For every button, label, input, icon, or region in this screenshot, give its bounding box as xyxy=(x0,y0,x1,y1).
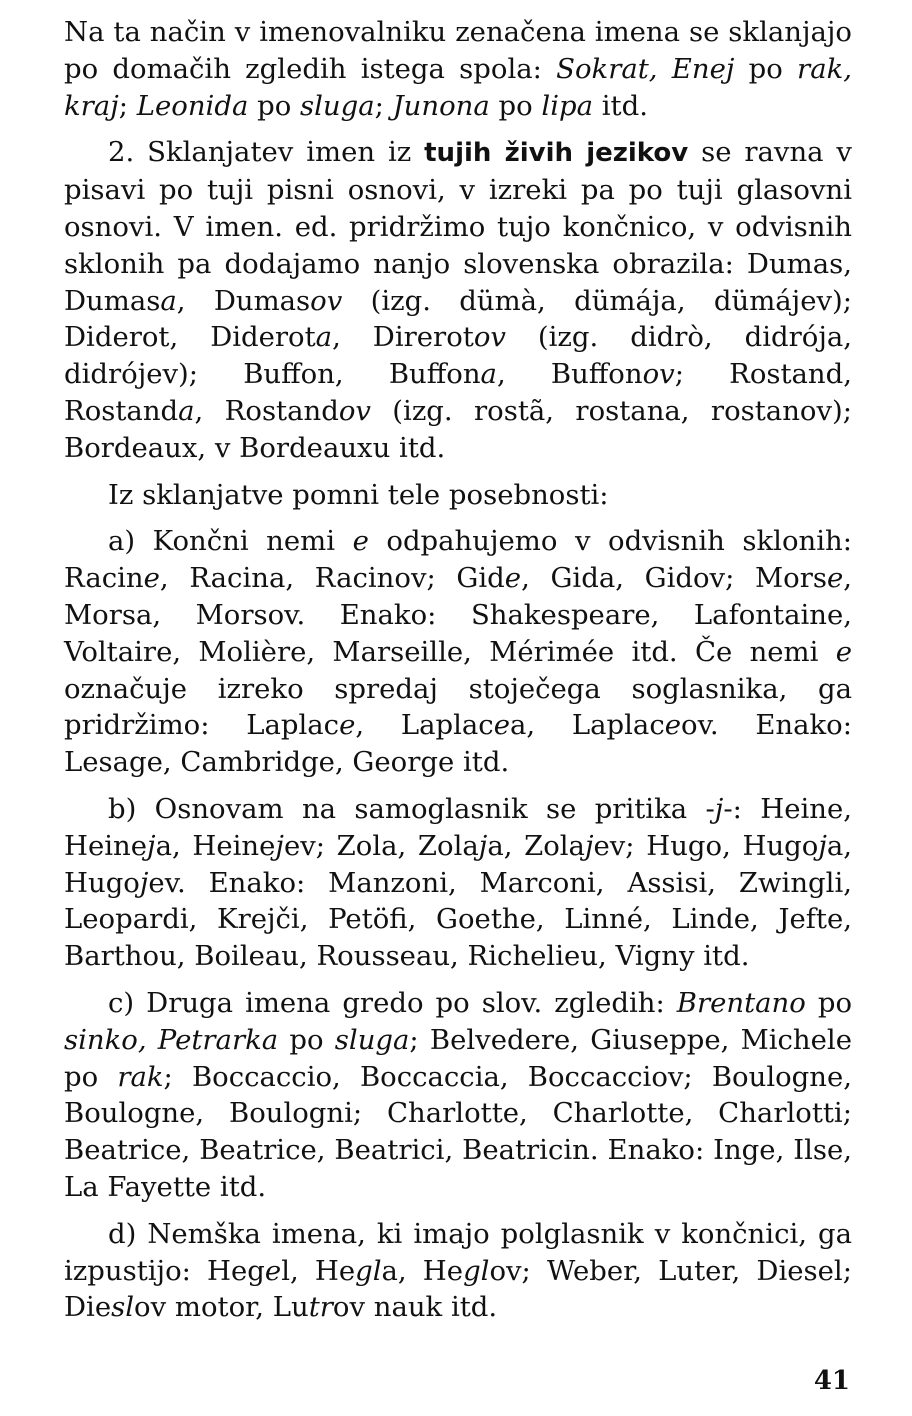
italic-run: Sokrat, Enej xyxy=(556,52,735,85)
italic-run: ov xyxy=(338,394,371,427)
text-run: Iz sklanjatve pomni tele posebnosti: xyxy=(108,478,609,511)
text-run: ; xyxy=(118,89,137,122)
text-run: l, He xyxy=(281,1254,356,1287)
italic-run: e xyxy=(826,562,844,595)
page-body xyxy=(64,14,852,1326)
paragraph-c xyxy=(64,985,852,1206)
text-run: a, Hugo xyxy=(64,829,853,899)
text-run: (izg. rostã, rostana, rostanov); Bordeaux, v Bordeauxu itd. xyxy=(64,394,852,464)
italic-run: rak, kraj xyxy=(64,52,852,122)
italic-run: rak xyxy=(117,1060,164,1093)
italic-run: e xyxy=(504,562,522,595)
text-run: , Laplac xyxy=(355,709,494,742)
italic-run: Brentano xyxy=(676,986,806,1019)
text-run: (izg. didrò, didrója, didrójev); Buffon, Buffon xyxy=(64,321,852,391)
text-run: a, Heine xyxy=(155,829,276,862)
text-run: (izg. dümà, dümája, dümájev); Diderot, Diderot xyxy=(64,284,852,354)
italic-run: a xyxy=(315,321,333,354)
text-run: ov motor, Lu xyxy=(134,1291,309,1324)
text-run: ; Boccaccio, Boccaccia, Boccacciov; Boulogne, Boulogne, Boulogni; Charlotte, Charlotte, Charlotti; Beatrice, Beatrice, Beatrici, Beatricin. Enako: Inge, Ilse, La Fayette itd. xyxy=(64,1060,852,1203)
italic-run: a xyxy=(178,394,195,427)
italic-run: e xyxy=(352,525,369,558)
italic-run: a xyxy=(160,284,177,317)
page-number: 41 xyxy=(813,1366,850,1396)
italic-run: j xyxy=(147,829,156,862)
italic-run: sluga xyxy=(334,1023,410,1056)
paragraph-b xyxy=(64,791,852,975)
text-run: , Gida, Gidov; Mors xyxy=(521,562,827,595)
text-run: ev; Zola, Zola xyxy=(283,829,479,862)
text-run: po xyxy=(248,89,301,122)
text-run: ov. Enako: Lesage, Cambridge, George itd. xyxy=(64,709,852,779)
italic-run: j xyxy=(478,829,488,862)
text-run: po xyxy=(805,986,853,1019)
text-run: a, Laplac xyxy=(509,709,665,742)
italic-run: ov xyxy=(473,321,506,354)
italic-run: j xyxy=(584,829,594,862)
italic-run: sinko, Petrarka xyxy=(64,1023,279,1056)
text-run: po xyxy=(278,1023,335,1056)
italic-run: e xyxy=(664,709,682,742)
text-run: a) Končni nemi xyxy=(108,525,353,558)
text-run: odpahujemo v odvisnih sklonih: Racin xyxy=(64,525,852,595)
italic-run: e xyxy=(264,1254,282,1287)
italic-run: j xyxy=(818,829,827,862)
text-run: ; xyxy=(374,89,393,122)
text-run: ; Rostand, Rostand xyxy=(64,358,852,427)
text-run: ev. Enako: Manzoni, Marconi, Assisi, Zwingli, Leopardi, Krejči, Petöfi, Goethe, Linné, Linde, Jefte, Barthou, Boileau, Rousseau, Richelieu, Vigny itd. xyxy=(64,866,852,973)
italic-run: e xyxy=(493,709,510,742)
italic-run: a xyxy=(480,358,497,391)
italic-run: j xyxy=(714,792,724,825)
paragraph-a xyxy=(64,523,852,781)
italic-run: lipa xyxy=(541,89,594,122)
text-run: 2. Sklanjatev imen iz xyxy=(108,136,425,169)
text-run: ov nauk itd. xyxy=(332,1291,498,1324)
text-run: ev; Hugo, Hugo xyxy=(593,829,819,862)
text-run: , Racina, Racinov; Gid xyxy=(159,562,505,595)
text-run: po xyxy=(734,52,798,85)
text-run: b) Osnovam na samoglasnik se pritika - xyxy=(108,792,715,825)
italic-run: Leonida xyxy=(136,89,249,122)
text-run: d) Nemška imena, ki imajo polglasnik v končnici, ga izpustijo: Heg xyxy=(64,1217,852,1287)
italic-run: gl xyxy=(355,1254,382,1287)
paragraph-d xyxy=(64,1216,852,1326)
italic-run: Junona xyxy=(392,89,490,122)
text-run: , Morsa, Morsov. Enako: Shakespeare, Lafontaine, Voltaire, Molière, Marseille, Mérimée itd. Če nemi xyxy=(64,562,853,668)
text-run: ov; Weber, Luter, Diesel; Die xyxy=(64,1254,852,1324)
italic-run: sluga xyxy=(300,89,375,122)
text-run: c) Druga imena gredo po slov. zgledih: xyxy=(108,986,677,1019)
text-run: , Buffon xyxy=(496,358,643,391)
text-run: itd. xyxy=(593,89,648,122)
text-run: označuje izreko spredaj stoječega soglasnika, ga pridržimo: Laplac xyxy=(64,672,852,742)
paragraph-posebnosti xyxy=(64,477,852,514)
italic-run: e xyxy=(339,709,356,742)
text-run: , Rostand xyxy=(194,394,339,427)
text-run: , Direrot xyxy=(332,321,474,354)
paragraph-section-2 xyxy=(64,134,852,466)
italic-run: j xyxy=(139,866,149,899)
text-run: ; Belvedere, Giuseppe, Michele po xyxy=(64,1023,852,1093)
italic-run: ov xyxy=(310,284,343,317)
text-run: a, He xyxy=(381,1254,464,1287)
text-run: se ravna v pisavi po tuji pisni osnovi, v izreki pa po tuji glasovni osnovi. V imen. ed. pridržimo tujo končnico, v odvisnih sklonih pa dodajamo nanjo slovenska obrazila: Dumas, Dumas xyxy=(64,136,852,317)
italic-run: j xyxy=(275,829,284,862)
paragraph-intro xyxy=(64,14,852,124)
italic-run: tr xyxy=(308,1291,333,1324)
italic-run: e xyxy=(143,562,160,595)
text-run: po xyxy=(489,89,542,122)
text-run: , Dumas xyxy=(176,284,311,317)
text-run: Na ta način v imenovalniku zenačena imena se sklanjajo po domačih zgledih istega spola: xyxy=(64,16,852,85)
italic-run: e xyxy=(835,635,852,668)
text-run: -: Heine, Heine xyxy=(64,792,853,862)
italic-run: ov xyxy=(642,358,675,391)
bold-run: tujih živih jezikov xyxy=(424,138,689,169)
italic-run: sl xyxy=(111,1291,135,1324)
italic-run: gl xyxy=(463,1254,490,1287)
text-run: a, Zola xyxy=(487,829,585,862)
